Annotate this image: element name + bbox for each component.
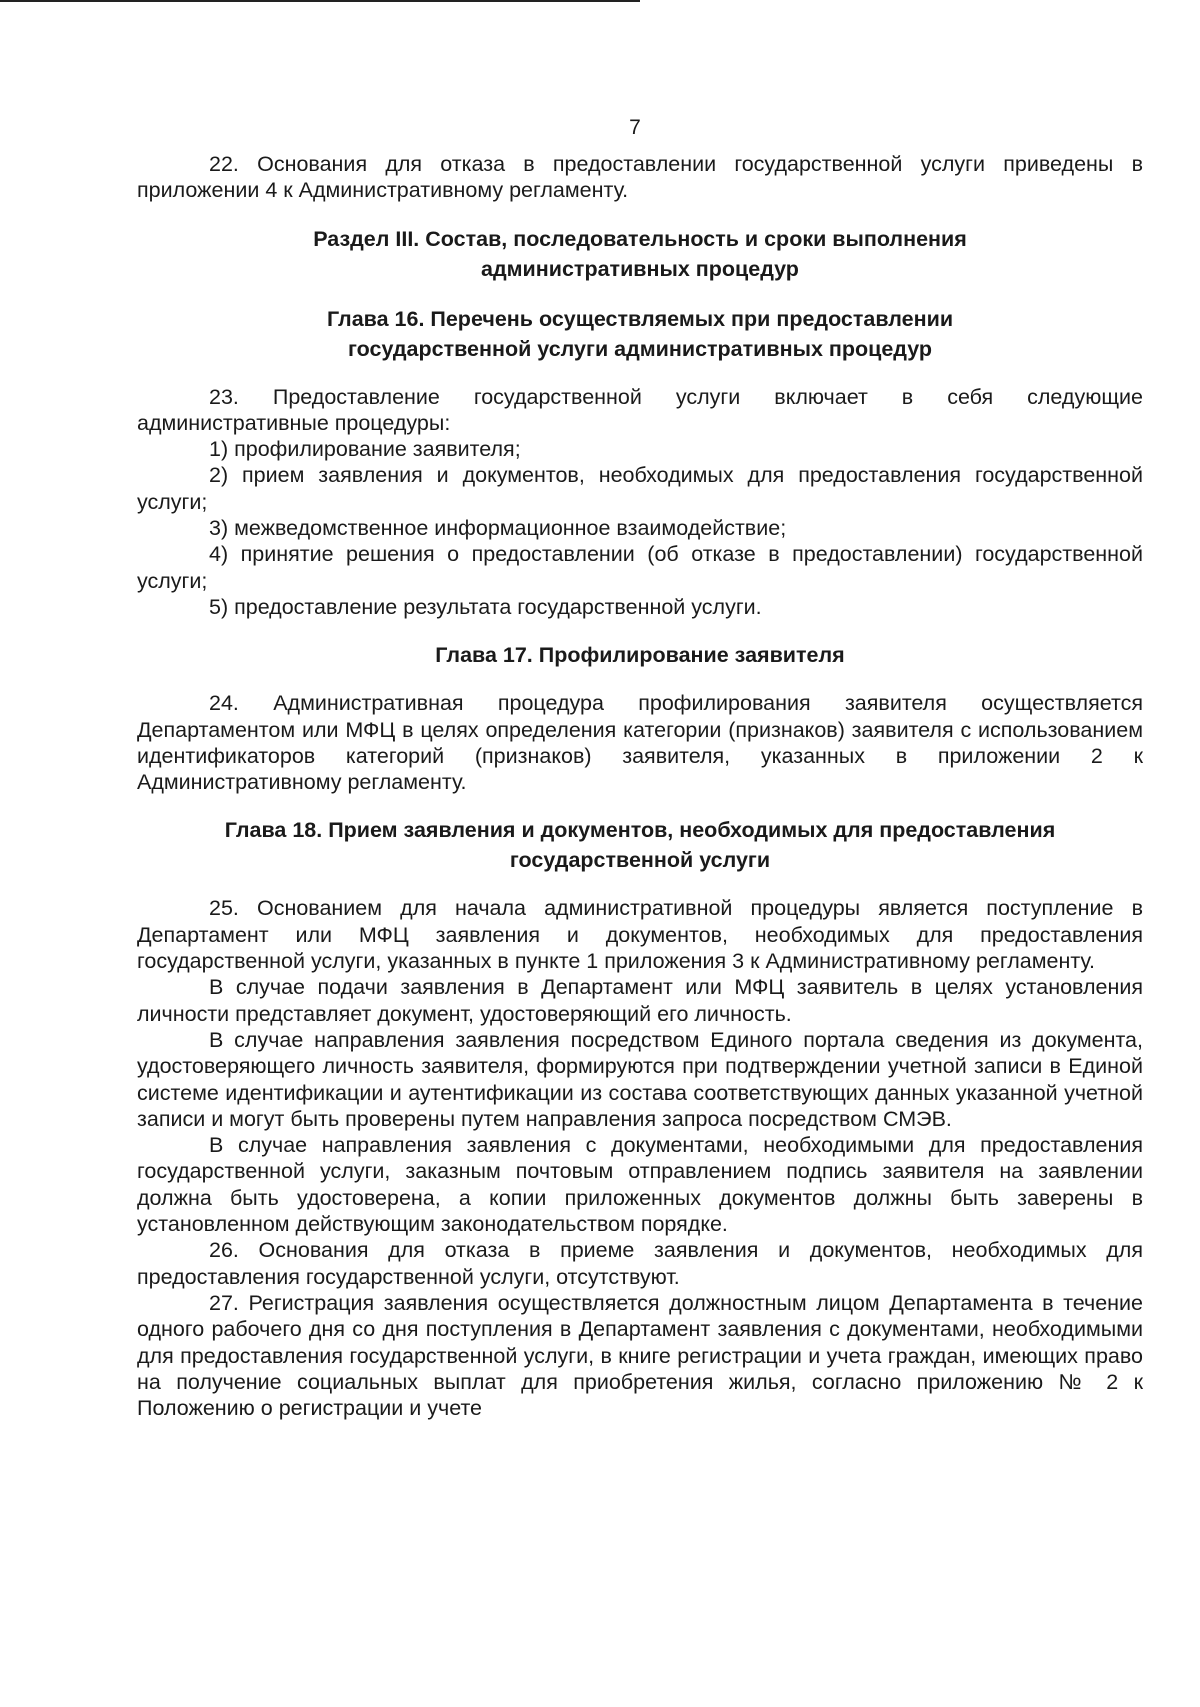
paragraph-27: 27. Регистрация заявления осуществляется должностным лицом Департамента в течение одного рабочего дня со дня поступления в Департамент заявления с документами, необходимыми для предоставления государственной услуги, в книге регистрации и учета граждан, имеющих право на получение социальных выплат для приобретения жилья, согласно приложению № 2 к Положению о регистрации и учете [137,1290,1143,1421]
page-number: 7 [629,116,641,139]
paragraph-22: 22. Основания для отказа в предоставлении государственной услуги приведены в приложении 4 к Административному регламенту. [137,152,1143,203]
list-item-23-2: 2) прием заявления и документов, необходимых для предоставления государственной услуги; [137,463,1143,514]
scan-top-line [0,0,640,2]
section-3-heading [137,224,1143,284]
paragraph-25-mail: В случае направления заявления с документами, необходимыми для предоставления государственной услуги, заказным почтовым отправлением подпись заявителя на заявлении должна быть удостоверена, а копии приложенных документов должны быть заверены в установленном действующим законодательством порядке. [137,1133,1143,1237]
chapter-16-heading-line-1: Глава 16. Перечень осуществляемых при предоставлении [326,306,954,331]
paragraph-25: 25. Основанием для начала административной процедуры является поступление в Департамент или МФЦ заявления и документов, необходимых для предоставления государственной услуги, указанных в пункте 1 приложения 3 к Административному регламенту. [137,896,1143,974]
chapter-17-heading-line-1: Глава 17. Профилирование заявителя [435,643,845,668]
paragraph-24: 24. Административная процедура профилирования заявителя осуществляется Департаментом или МФЦ в целях определения категории (признаков) заявителя с использованием идентификаторов категорий (признаков) заявителя, указанных в приложении 2 к Административному регламенту. [137,691,1143,795]
chapter-18-heading-line-2: государственной услуги [509,848,771,873]
chapter-17-heading [137,640,1143,670]
chapter-16-heading-line-2: государственной услуги административных процедур [347,336,933,361]
paragraph-25-identity: В случае подачи заявления в Департамент или МФЦ заявитель в целях установления личности представляет документ, удостоверяющий его личность. [137,975,1143,1026]
paragraph-23: 23. Предоставление государственной услуги включает в себя следующие административные процедуры: [137,384,1143,435]
paragraph-25-portal: В случае направления заявления посредством Единого портала сведения из документа, удостоверяющего личность заявителя, формируются при подтверждении учетной записи в Единой системе идентификации и аутентификации из состава соответствующих данных указанной учетной записи и могут быть проверены путем направления запроса посредством СМЭВ. [137,1027,1143,1131]
list-item-23-4: 4) принятие решения о предоставлении (об отказе в предоставлении) государственной услуги; [137,542,1143,593]
list-item-23-3: 3) межведомственное информационное взаимодействие; [209,516,787,541]
chapter-18-heading [137,815,1143,875]
list-item-23-5: 5) предоставление результата государственной услуги. [209,594,762,619]
chapter-16-heading [137,304,1143,364]
section-3-heading-line-2: административных процедур [481,256,799,281]
document-body [137,151,1143,1421]
section-3-heading-line-1: Раздел III. Состав, последовательность и сроки выполнения [313,226,967,251]
chapter-18-heading-line-1: Глава 18. Прием заявления и документов, необходимых для предоставления [224,818,1056,843]
list-item-23-1: 1) профилирование заявителя; [209,437,521,462]
paragraph-26: 26. Основания для отказа в приеме заявления и документов, необходимых для предоставления государственной услуги, отсутствуют. [137,1238,1143,1289]
